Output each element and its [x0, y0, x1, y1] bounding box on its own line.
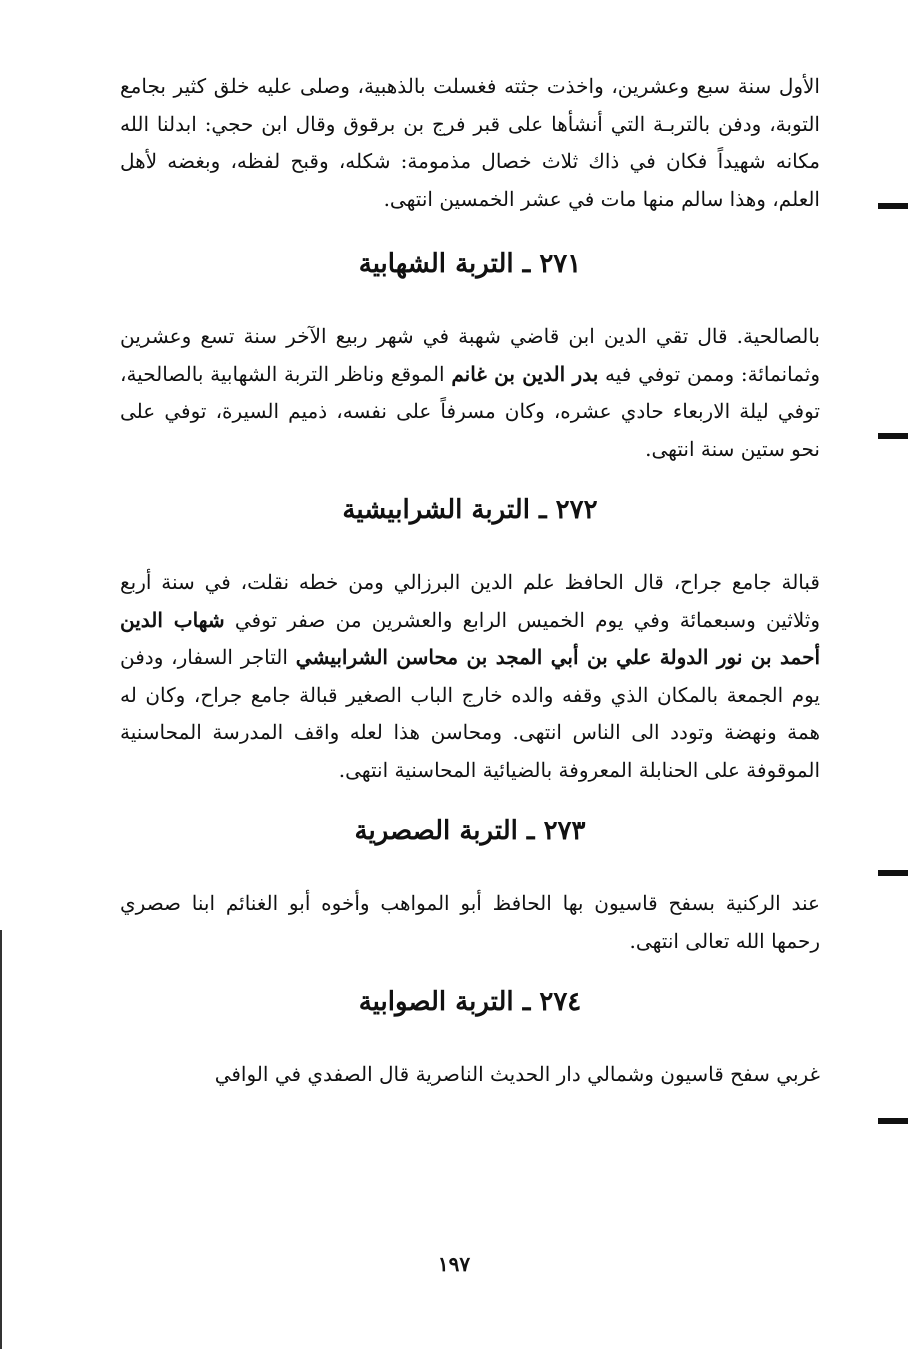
- paragraph-272-start: قبالة جامع جراح، قال الحافظ علم الدين البرزالي ومن خطه نقلت، في سنة أربع وثلاثين وسبعمائة وفي يوم الخميس الرابع والعشرين من صفر توفي: [120, 570, 820, 632]
- scan-edge-mark: [878, 203, 908, 209]
- page-body: [120, 68, 820, 1094]
- intro-paragraph: الأول سنة سبع وعشرين، واخذت جثته فغسلت بالذهبية، وصلى عليه خلق كثير بجامع التوبة، ودفن بالتربـة التي أنشأها على قبر فرج بن برقوق وقال ابن حجي: ابدلنا الله مكانه شهيداً فكان في ذاك ثلاث خصال مذمومة: شكله، وقبح لفظه، وبغضه لأهل العلم، وهذا سالم منها مات في عشر الخمسين انتهى.: [120, 74, 820, 211]
- page-number: ١٩٧: [437, 1252, 471, 1276]
- paragraph-271-end: الموقع وناظر التربة الشهابية بالصالحية، توفي ليلة الاربعاء حادي عشره، وكان مسرفاً على نفسه، ذميم السيرة، توفي على نحو ستين سنة انتهى.: [120, 361, 820, 461]
- paragraph-272-end: التاجر السفار، ودفن يوم الجمعة بالمكان الذي وقفه والده خارج الباب الصغير قبالة جامع جراح، وكان له همة ونهضة وتودد الى الناس انتهى. ومحاسن هذا لعله واقف المدرسة المحاسنية الموقوفة على الحنابلة المعروفة بالضيائية المحاسنية انتهى.: [120, 645, 820, 782]
- scan-edge-mark: [878, 433, 908, 439]
- scan-left-rule: [0, 930, 2, 1349]
- scan-edge-mark: [878, 1118, 908, 1124]
- paragraph-271-bold-name: بدر الدين بن غانم: [451, 361, 599, 386]
- paragraph-272: [120, 564, 820, 789]
- paragraph-271-start: بالصالحية. قال تقي الدين ابن قاضي شهبة في شهر ربيع الآخر سنة تسع وعشرين وثمانمائة: وممن توفي فيه: [120, 324, 820, 386]
- paragraph-274: غربي سفح قاسيون وشمالي دار الحديث الناصرية قال الصفدي في الوافي: [214, 1062, 820, 1086]
- paragraph-273: عند الركنية بسفح قاسيون بها الحافظ أبو المواهب وأخوه أبو الغنائم ابنا صصري رحمها الله تعالى انتهى.: [120, 891, 820, 953]
- heading-273: ٢٧٣ ـ التربة الصصرية: [354, 816, 586, 846]
- scan-edge-mark: [878, 870, 908, 876]
- heading-271: ٢٧١ ـ التربة الشهابية: [358, 249, 582, 279]
- heading-274: ٢٧٤ ـ التربة الصوابية: [358, 987, 582, 1017]
- heading-272: ٢٧٢ ـ التربة الشرابيشية: [342, 495, 598, 525]
- paragraph-271: [120, 318, 820, 468]
- paragraph-272-bold-name: شهاب الدين أحمد بن نور الدولة علي بن أبي المجد بن محاسن الشرابيشي: [120, 607, 820, 669]
